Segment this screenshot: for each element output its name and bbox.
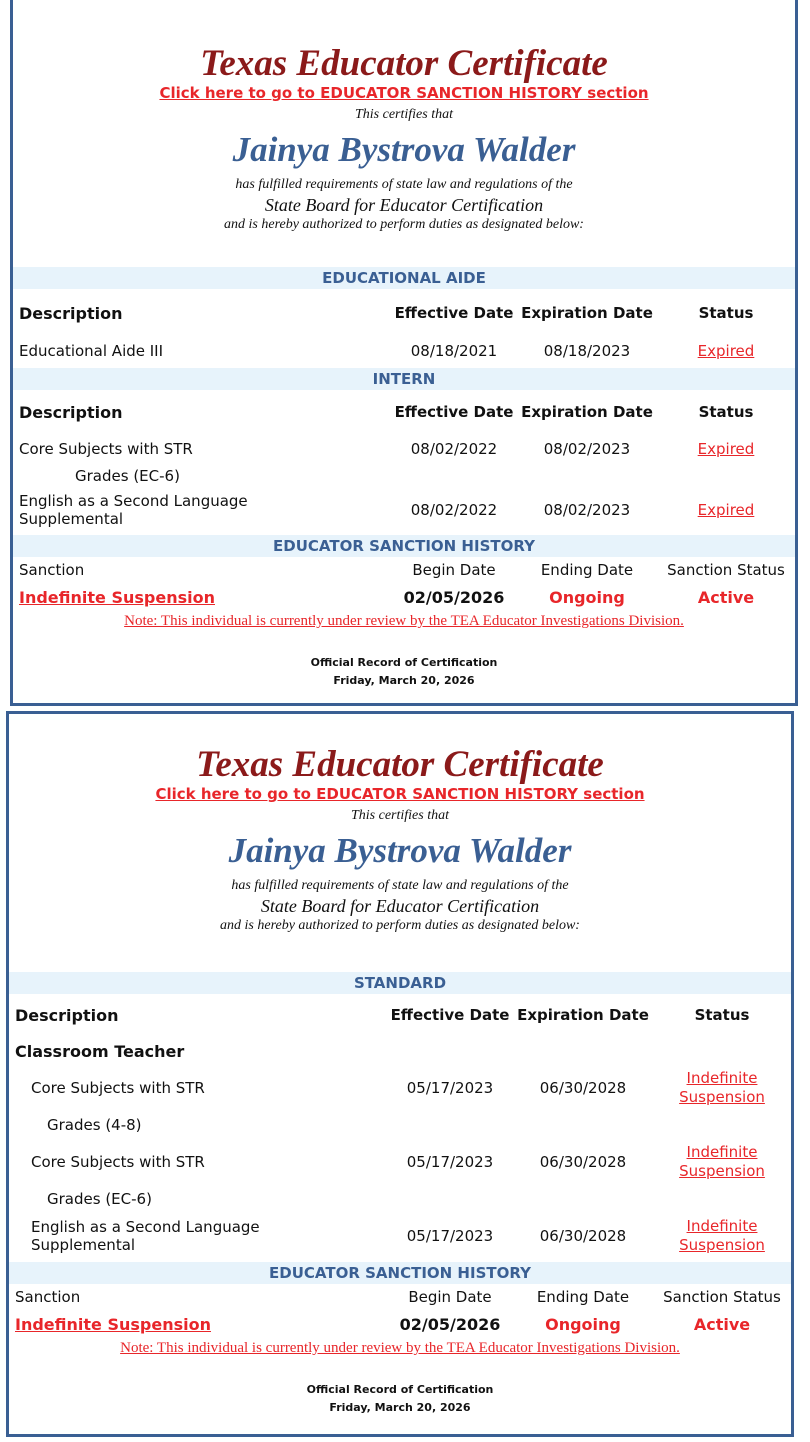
col-sanction-status: Sanction Status [663, 1288, 781, 1306]
certificate-2 [6, 711, 794, 1437]
official-record: Official Record of Certification [310, 656, 498, 669]
certificate-title: Texas Educator Certificate [200, 43, 608, 84]
board-text: State Board for Educator Certification [264, 195, 544, 215]
status-link[interactable]: Indefinite Suspension [679, 1143, 765, 1180]
row-description: Core Subjects with STR [31, 1153, 205, 1171]
sanction-ending-date: Ongoing [545, 1314, 621, 1334]
sanction-history-link[interactable]: Click here to go to EDUCATOR SANCTION HISTORY section [155, 785, 645, 803]
fulfilled-text: has fulfilled requirements of state law and regulations of the [235, 177, 573, 192]
col-effective-date: Effective Date [390, 1005, 510, 1024]
col-ending-date: Ending Date [540, 561, 634, 579]
table-header [9, 994, 791, 1036]
row-description: English as a Second Language Supplemental [31, 1218, 260, 1254]
col-status: Status [694, 1005, 750, 1024]
group-row [9, 1036, 791, 1066]
row-description: Core Subjects with STR [19, 440, 193, 458]
row-effective-date: 08/02/2022 [410, 501, 498, 519]
table-row [13, 434, 795, 464]
col-expiration-date: Expiration Date [521, 303, 653, 322]
record-date: Friday, March 20, 2026 [333, 674, 475, 687]
col-expiration-date: Expiration Date [521, 402, 653, 421]
col-begin-date: Begin Date [408, 1288, 492, 1306]
row-expiration-date: 06/30/2028 [539, 1227, 627, 1245]
table-row [13, 488, 795, 532]
sanction-ending-date: Ongoing [549, 587, 625, 607]
status-link[interactable]: Expired [697, 342, 755, 360]
status-link[interactable]: Expired [697, 440, 755, 458]
section-heading-intern: INTERN [13, 368, 795, 390]
col-status: Status [698, 402, 754, 421]
educator-name: Jainya Bystrova Walder [232, 130, 576, 169]
status-link[interactable]: Indefinite Suspension [679, 1069, 765, 1106]
sanction-history-link[interactable]: Click here to go to EDUCATOR SANCTION HISTORY section [159, 84, 649, 102]
certifies-text: This certifies that [355, 107, 453, 122]
sanction-status: Active [693, 1314, 751, 1334]
row-description: Core Subjects with STR [31, 1079, 205, 1097]
certifies-text: This certifies that [351, 808, 449, 823]
row-grades: Grades (EC-6) [75, 467, 180, 485]
row-grades: Grades (4-8) [47, 1116, 142, 1134]
sanction-header [9, 1284, 791, 1310]
sanction-status: Active [697, 587, 755, 607]
status-link[interactable]: Indefinite Suspension [679, 1217, 765, 1254]
col-description: Description [19, 402, 123, 422]
section-heading-educational-aide: EDUCATIONAL AIDE [13, 267, 795, 289]
official-record: Official Record of Certification [306, 1383, 494, 1396]
status-link[interactable]: Expired [697, 501, 755, 519]
table-row [9, 1140, 791, 1184]
col-effective-date: Effective Date [394, 402, 514, 421]
row-grades: Grades (EC-6) [47, 1190, 152, 1208]
certificate-header [9, 714, 791, 935]
table-row [9, 1066, 791, 1110]
col-description: Description [15, 1005, 119, 1025]
sanction-begin-date: 02/05/2026 [403, 587, 505, 607]
authorized-text: and is hereby authorized to perform duties as designated below: [224, 217, 584, 232]
row-expiration-date: 06/30/2028 [539, 1079, 627, 1097]
board-text: State Board for Educator Certification [260, 896, 540, 916]
col-description: Description [19, 303, 123, 323]
grades-row [9, 1110, 791, 1140]
record-date: Friday, March 20, 2026 [329, 1401, 471, 1414]
sanction-header [13, 557, 795, 583]
sanction-row [9, 1310, 791, 1338]
group-classroom-teacher: Classroom Teacher [15, 1041, 185, 1061]
sanction-link[interactable]: Indefinite Suspension [19, 587, 215, 607]
certificate-header [13, 0, 795, 234]
fulfilled-text: has fulfilled requirements of state law and regulations of the [231, 878, 569, 893]
col-sanction-status: Sanction Status [667, 561, 785, 579]
col-expiration-date: Expiration Date [517, 1005, 649, 1024]
review-note: Note: This individual is currently under review by the TEA Educator Investigations Division. [120, 1340, 680, 1356]
section-heading-sanction-history: EDUCATOR SANCTION HISTORY [13, 535, 795, 557]
col-status: Status [698, 303, 754, 322]
table-header [13, 289, 795, 337]
col-sanction: Sanction [15, 1288, 81, 1306]
row-effective-date: 08/18/2021 [410, 342, 498, 360]
sanction-link[interactable]: Indefinite Suspension [15, 1314, 211, 1334]
col-sanction: Sanction [19, 561, 85, 579]
sanction-begin-date: 02/05/2026 [399, 1314, 501, 1334]
row-expiration-date: 08/18/2023 [543, 342, 631, 360]
row-effective-date: 05/17/2023 [406, 1227, 494, 1245]
certificate-title: Texas Educator Certificate [196, 744, 604, 785]
sanction-row [13, 583, 795, 611]
section-heading-sanction-history: EDUCATOR SANCTION HISTORY [9, 1262, 791, 1284]
row-expiration-date: 08/02/2023 [543, 501, 631, 519]
table-row [13, 337, 795, 365]
section-heading-standard: STANDARD [9, 972, 791, 994]
grades-row [9, 1184, 791, 1214]
row-effective-date: 05/17/2023 [406, 1153, 494, 1171]
col-begin-date: Begin Date [412, 561, 496, 579]
col-effective-date: Effective Date [394, 303, 514, 322]
educator-name: Jainya Bystrova Walder [228, 831, 572, 870]
row-effective-date: 08/02/2022 [410, 440, 498, 458]
row-description: Educational Aide III [19, 342, 164, 360]
authorized-text: and is hereby authorized to perform duties as designated below: [220, 918, 580, 933]
col-ending-date: Ending Date [536, 1288, 630, 1306]
row-description: English as a Second Language Supplemental [19, 492, 248, 528]
grades-row [13, 464, 795, 488]
certificate-1 [10, 0, 798, 706]
row-expiration-date: 06/30/2028 [539, 1153, 627, 1171]
row-effective-date: 05/17/2023 [406, 1079, 494, 1097]
table-header [13, 390, 795, 434]
table-row [9, 1214, 791, 1258]
row-expiration-date: 08/02/2023 [543, 440, 631, 458]
review-note: Note: This individual is currently under review by the TEA Educator Investigations Division. [124, 613, 684, 629]
